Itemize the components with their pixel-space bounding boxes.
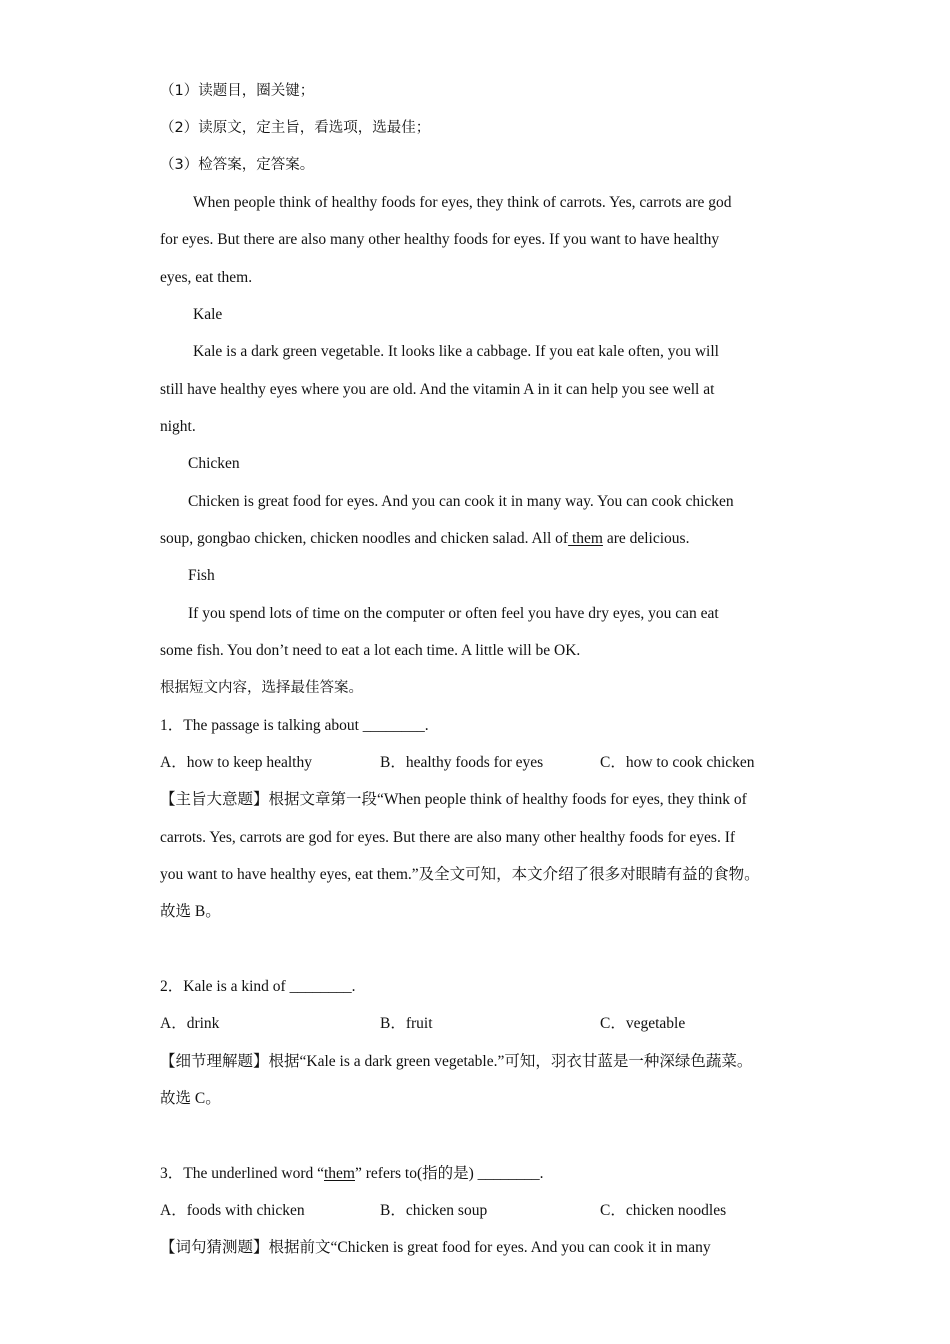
question-3-option-b: B．chicken soup bbox=[380, 1202, 488, 1219]
instruction: 根据短文内容，选择最佳答案。 bbox=[160, 680, 363, 696]
question-2-stem: 2．Kale is a kind of ________. bbox=[160, 978, 356, 995]
kale-line-3: night. bbox=[160, 418, 196, 435]
step-3: （3）检答案，定答案。 bbox=[160, 157, 315, 173]
chicken-line-1: Chicken is great food for eyes. And you can cook it in many way. You can cook chicken bbox=[188, 493, 734, 510]
question-1-option-c: C．how to cook chicken bbox=[600, 754, 755, 771]
fish-line-1: If you spend lots of time on the computer or often feel you have dry eyes, you can eat bbox=[188, 605, 719, 622]
question-2-option-b: B．fruit bbox=[380, 1015, 433, 1032]
question-1-stem: 1．The passage is talking about ________. bbox=[160, 717, 429, 734]
question-3-option-c: C．chicken noodles bbox=[600, 1202, 727, 1219]
fish-line-2: some fish. You don’t need to eat a lot each time. A little will be OK. bbox=[160, 642, 581, 659]
question-3-option-a: A．foods with chicken bbox=[160, 1202, 305, 1219]
chicken-heading: Chicken bbox=[188, 455, 240, 472]
question-3-underlined-word: them bbox=[324, 1165, 355, 1182]
question-2-explanation-1: 【细节理解题】根据“Kale is a dark green vegetable.”可知，羽衣甘蓝是一种深绿色蔬菜。 bbox=[160, 1053, 753, 1070]
question-3-stem-start: 3．The underlined word “ bbox=[160, 1165, 324, 1182]
chicken-line-2 bbox=[160, 529, 689, 549]
fish-heading: Fish bbox=[188, 567, 215, 584]
intro-line-1: When people think of healthy foods for eyes, they think of carrots. Yes, carrots are god bbox=[193, 194, 732, 211]
kale-line-1: Kale is a dark green vegetable. It looks like a cabbage. If you eat kale often, you will bbox=[193, 343, 719, 360]
question-1-explanation-3: you want to have healthy eyes, eat them.”及全文可知，本文介绍了很多对眼睛有益的食物。 bbox=[160, 866, 760, 883]
chicken-line-2-text: soup, gongbao chicken, chicken noodles and chicken salad. All of bbox=[160, 530, 569, 547]
question-1-option-b: B．healthy foods for eyes bbox=[380, 754, 544, 771]
question-2-explanation-2: 故选 C。 bbox=[160, 1090, 221, 1107]
question-3-stem-end: ” refers to(指的是) ________. bbox=[355, 1165, 544, 1182]
intro-line-3: eyes, eat them. bbox=[160, 269, 253, 286]
question-2-option-a: A．drink bbox=[160, 1015, 220, 1032]
question-2-option-c: C．vegetable bbox=[600, 1015, 686, 1032]
kale-line-2: still have healthy eyes where you are old. And the vitamin A in it can help you see well at bbox=[160, 381, 715, 398]
question-1-option-a: A．how to keep healthy bbox=[160, 754, 312, 771]
question-1-explanation-4: 故选 B。 bbox=[160, 903, 221, 920]
step-1: （1）读题目，圈关键； bbox=[160, 83, 315, 99]
question-1-explanation-2: carrots. Yes, carrots are god for eyes. But there are also many other healthy foods for eyes. If bbox=[160, 829, 736, 846]
question-3-explanation-1: 【词句猜测题】根据前文“Chicken is great food for eyes. And you can cook it in many bbox=[160, 1239, 711, 1256]
underlined-word-them: them bbox=[568, 530, 603, 547]
question-3-stem bbox=[160, 1164, 544, 1184]
step-2: （2）读原文，定主旨，看选项，选最佳； bbox=[160, 120, 431, 136]
kale-heading: Kale bbox=[193, 306, 223, 323]
intro-line-2: for eyes. But there are also many other healthy foods for eyes. If you want to have healthy bbox=[160, 231, 720, 248]
chicken-line-2-end: are delicious. bbox=[602, 530, 690, 547]
question-1-explanation-1: 【主旨大意题】根据文章第一段“When people think of healthy foods for eyes, they think of bbox=[160, 791, 747, 808]
